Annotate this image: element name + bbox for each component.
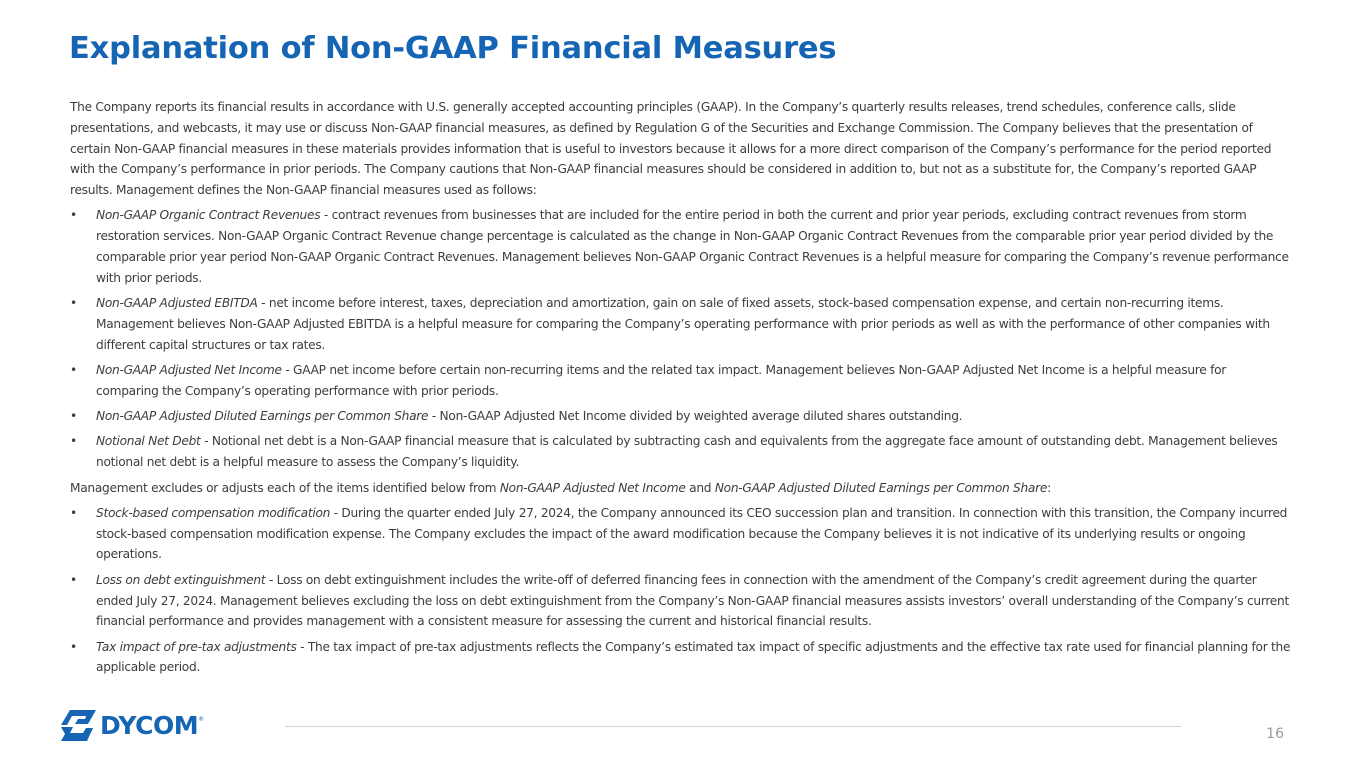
measure-definition: - contract revenues from businesses that are included for the entire period in both the current and prior year periods, excluding contract revenues from storm restoration services. Non-GAAP Organic Contract Revenue change percentage is calculated as the change in Non-GAAP Organic Contract Revenues from the comparable prior year period divided by the comparable prior year period Non-GAAP Organic Contract Revenues. Management believes Non-GAAP Organic Contract Revenues is a helpful measure for comparing the Company’s revenue performance with prior periods.	[96, 208, 1289, 285]
measure-term: Non-GAAP Adjusted EBITDA	[96, 296, 258, 311]
bullet-icon: •	[70, 409, 77, 424]
list-item	[70, 637, 1292, 679]
registered-mark: ®	[198, 716, 205, 723]
page-number: 16	[1266, 726, 1284, 742]
adjustments-list	[70, 503, 1292, 678]
slide-body	[70, 97, 1292, 683]
bullet-icon: •	[70, 434, 77, 449]
list-item	[70, 431, 1292, 473]
bullet-icon: •	[70, 572, 77, 587]
adjustment-term: Loss on debt extinguishment	[96, 572, 266, 587]
list-item	[70, 293, 1292, 355]
adjustment-definition: - Loss on debt extinguishment includes the write-off of deferred financing fees in connection with the amendment of the Company’s credit agreement during the quarter ended July 27, 2024. Management believes excluding the loss on debt extinguishment from the Company’s Non-GAAP financial measures assists investors’ overall understanding of the Company’s current financial performance and provides management with a consistent measure for assessing the current and historical financial results.	[96, 572, 1289, 629]
bullet-icon: •	[70, 363, 77, 378]
list-item	[70, 503, 1292, 565]
measure-term: Notional Net Debt	[96, 434, 201, 449]
list-item	[70, 406, 1292, 427]
adjustment-definition: - The tax impact of pre-tax adjustments reflects the Company’s estimated tax impact of specific adjustments and the effective tax rate used for financial planning for the applicable period.	[96, 639, 1291, 675]
measures-list	[70, 205, 1292, 473]
list-item	[70, 570, 1292, 632]
exclusions-intro	[70, 478, 1292, 499]
measure-definition: - Non-GAAP Adjusted Net Income divided by weighted average diluted shares outstanding.	[428, 409, 963, 424]
measure-term: Non-GAAP Adjusted Diluted Earnings per Common Share	[96, 409, 429, 424]
footer-divider	[285, 726, 1181, 727]
bullet-icon: •	[70, 639, 77, 654]
logo-wordmark: DYCOM	[100, 710, 199, 740]
exclusions-term-net-income: Non-GAAP Adjusted Net Income	[499, 480, 686, 495]
bullet-icon: •	[70, 208, 77, 223]
dycom-logo-mark-icon	[61, 710, 97, 741]
bullet-icon: •	[70, 505, 77, 520]
list-item	[70, 205, 1292, 288]
dycom-logo	[61, 710, 204, 741]
adjustment-definition: - During the quarter ended July 27, 2024, the Company announced its CEO succession plan and transition. In connection with this transition, the Company incurred stock-based compensation modification expense. The Company excludes the impact of the award modification because the Company believes it is not indicative of its underlying results or ongoing operations.	[96, 505, 1288, 562]
exclusions-term-eps: Non-GAAP Adjusted Diluted Earnings per Common Share	[714, 480, 1048, 495]
measure-term: Non-GAAP Adjusted Net Income	[96, 363, 282, 378]
measure-definition: - Notional net debt is a Non-GAAP financial measure that is calculated by subtracting cash and equivalents from the aggregate face amount of outstanding debt. Management believes notional net debt is a helpful measure to assess the Company’s liquidity.	[96, 434, 1278, 470]
page-title: Explanation of Non-GAAP Financial Measures	[69, 31, 837, 66]
measure-definition: - GAAP net income before certain non-recurring items and the related tax impact. Management believes Non-GAAP Adjusted Net Income is a helpful measure for comparing the Company’s operating performance with prior periods.	[96, 363, 1226, 398]
measure-definition: - net income before interest, taxes, depreciation and amortization, gain on sale of fixed assets, stock-based compensation expense, and certain non-recurring items. Management believes Non-GAAP Adjusted EBITDA is a helpful measure for comparing the Company’s operating performance with prior periods as well as with the performance of other companies with different capital structures or tax rates.	[96, 296, 1270, 352]
intro-paragraph: The Company reports its financial results in accordance with U.S. generally accepted accounting principles (GAAP). In the Company’s quarterly results releases, trend schedules, conference calls, slide presentations, and webcasts, it may use or discuss Non-GAAP financial measures, as defined by Regulation G of the Securities and Exchange Commission. The Company believes that the presentation of certain Non-GAAP financial measures in these materials provides information that is useful to investors because it allows for a more direct comparison of the Company’s performance for the period reported with the Company’s performance in prior periods. The Company cautions that Non-GAAP financial measures should be considered in addition to, but not as a substitute for, the Company’s reported GAAP results. Management defines the Non-GAAP financial measures used as follows:	[70, 100, 1272, 198]
measure-term: Non-GAAP Organic Contract Revenues	[96, 208, 321, 223]
exclusions-intro-colon: :	[1047, 480, 1051, 495]
adjustment-term: Stock-based compensation modification	[96, 505, 331, 520]
exclusions-intro-and: and	[685, 480, 715, 495]
list-item	[70, 360, 1292, 402]
bullet-icon: •	[70, 296, 77, 311]
adjustment-term: Tax impact of pre-tax adjustments	[96, 639, 297, 654]
exclusions-intro-prefix: Management excludes or adjusts each of the items identified below from	[70, 480, 500, 495]
